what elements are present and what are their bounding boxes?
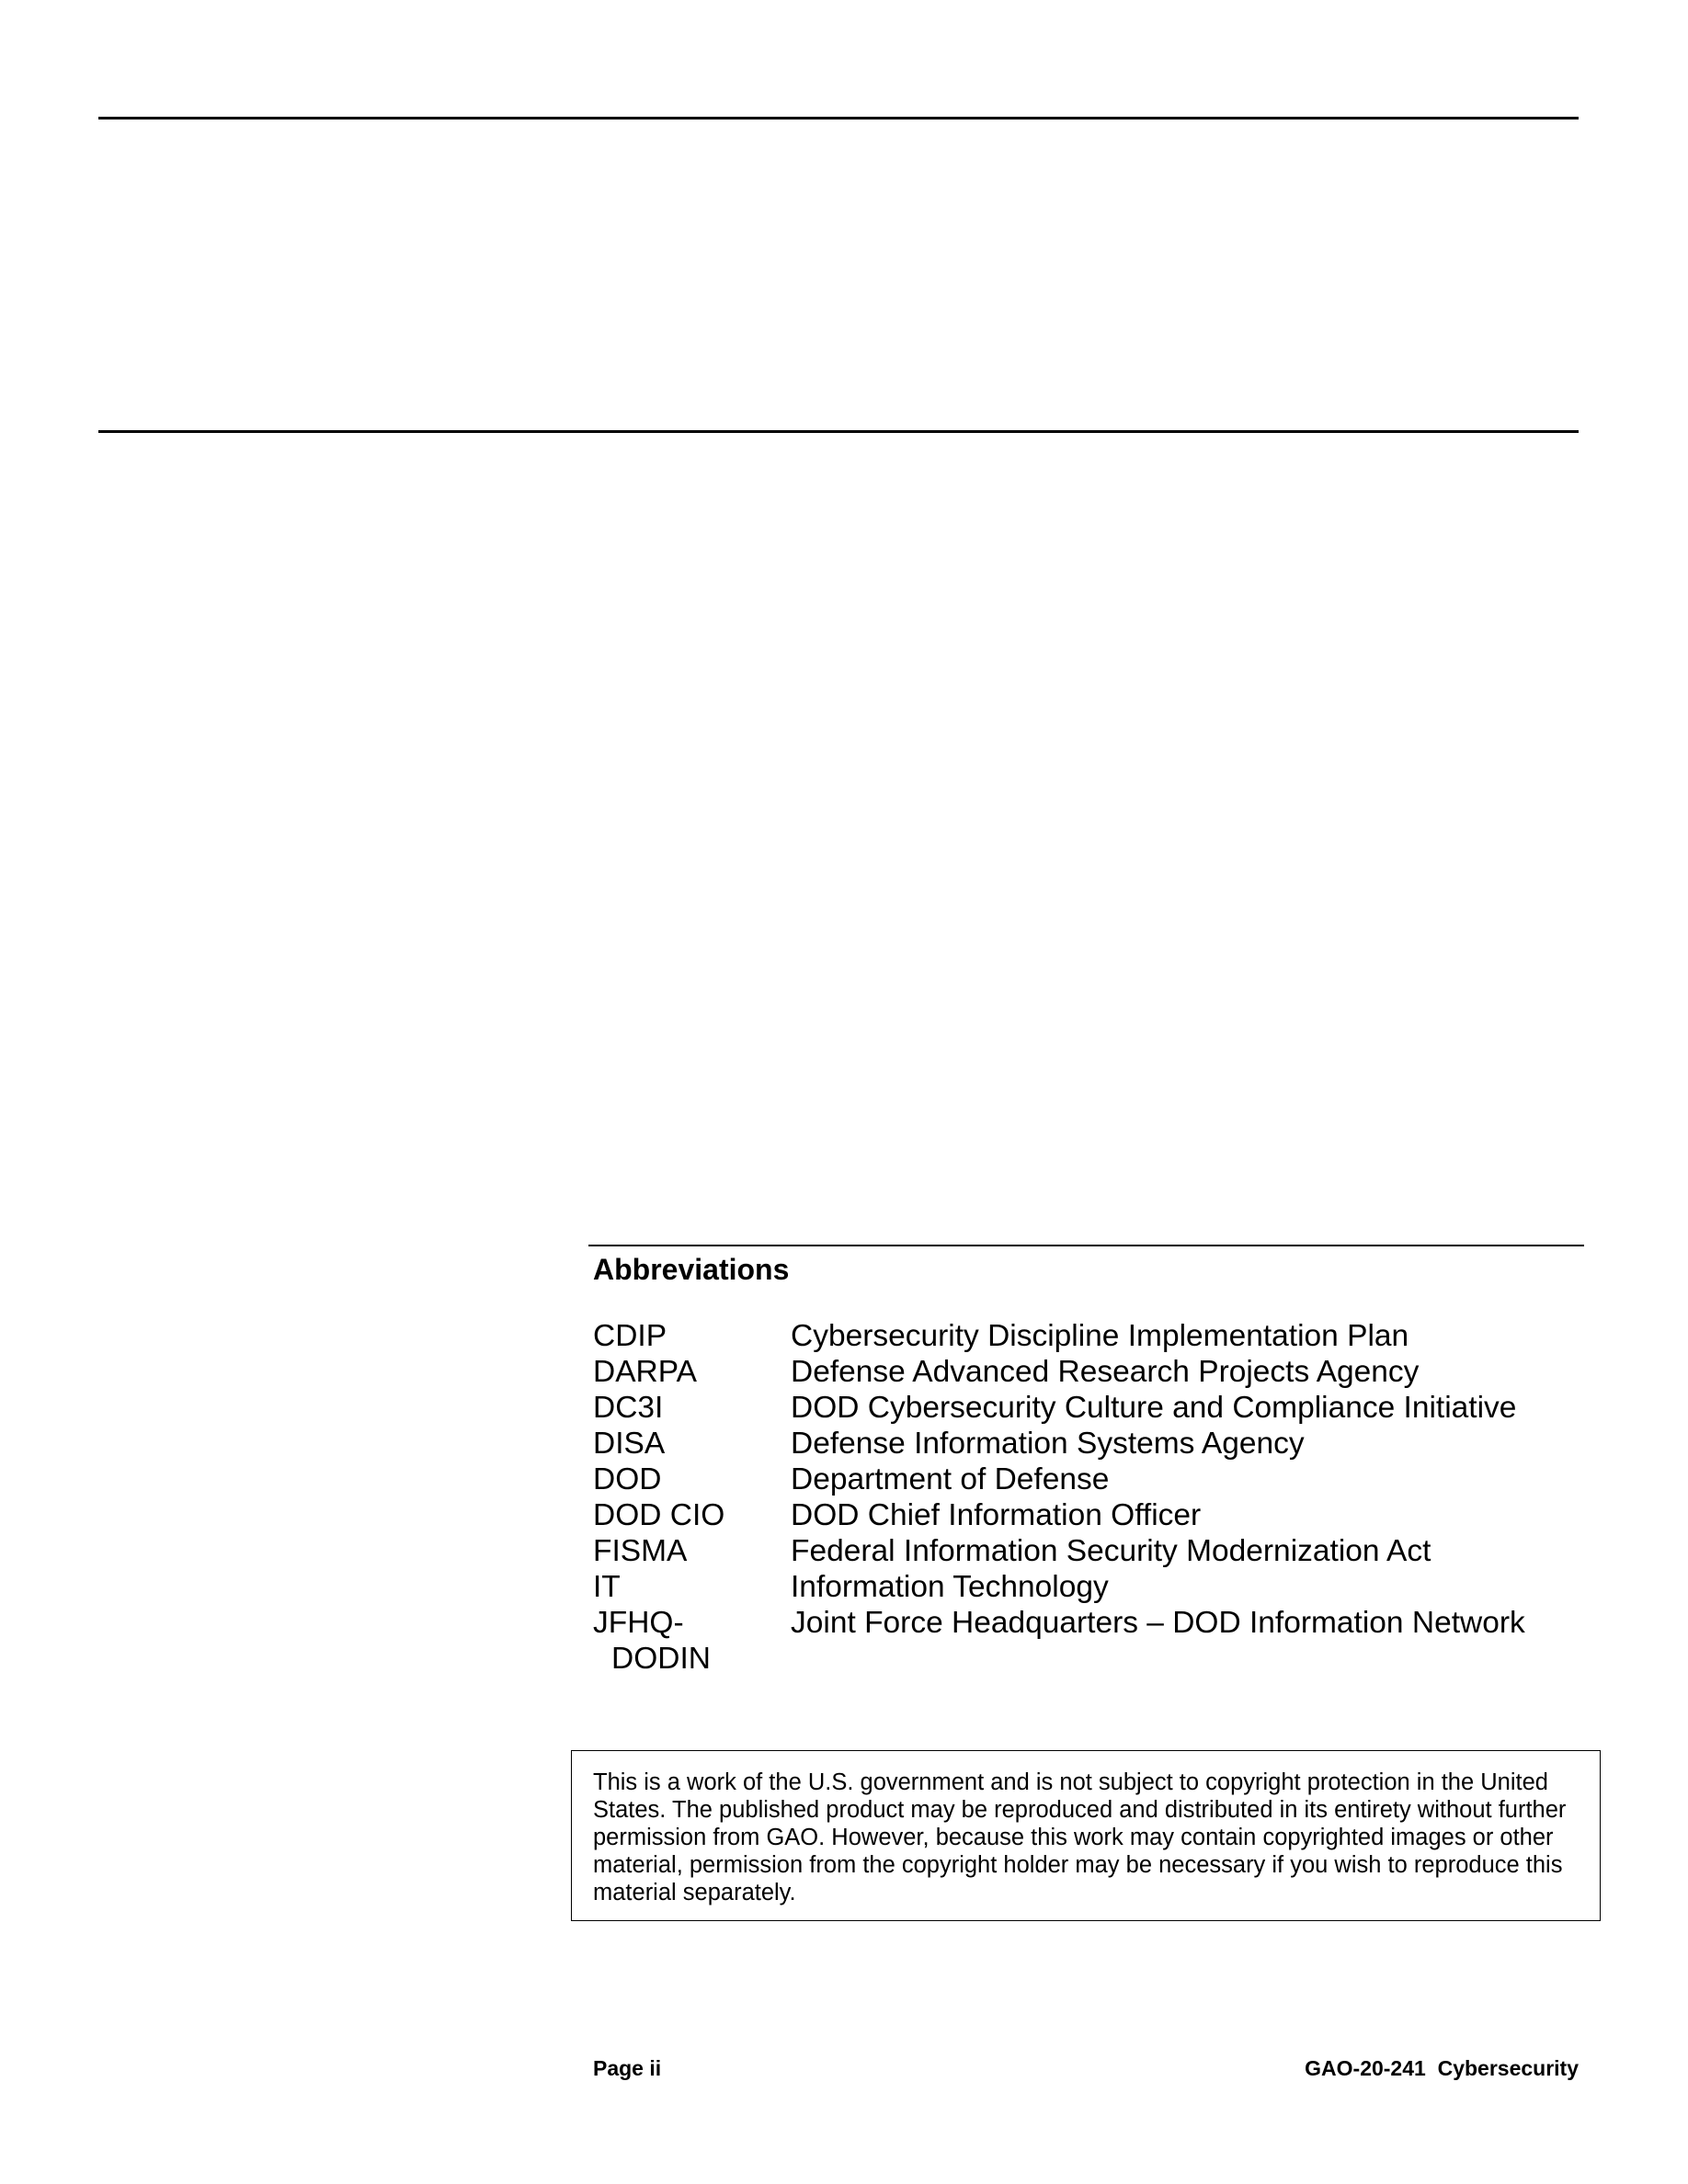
abbreviation-term: CDIP (593, 1319, 667, 1353)
abbreviation-row (593, 1497, 1591, 1533)
abbreviations-rule (588, 1245, 1584, 1246)
abbreviation-definition: DOD Chief Information Officer (791, 1498, 1202, 1532)
copyright-notice-box (571, 1750, 1601, 1921)
copyright-notice-text: This is a work of the U.S. government and is not subject to copyright protection in the United States. The published product may be reproduced and distributed in its entirety without further permission from GAO. However, because this work may contain copyrighted images or other material, permission from the copyright holder may be necessary if you wish to reproduce this material separately. (593, 1769, 1567, 1905)
abbreviation-row (593, 1605, 1591, 1677)
abbreviation-term: IT (593, 1570, 621, 1604)
abbreviation-row (593, 1569, 1591, 1605)
abbreviation-row (593, 1318, 1591, 1354)
abbreviation-row (593, 1390, 1591, 1426)
abbreviation-term-wrapped (593, 1605, 791, 1677)
footer-page-number: Page ii (593, 2056, 662, 2080)
abbreviation-term: DISA (593, 1427, 666, 1461)
abbreviation-row (593, 1533, 1591, 1569)
abbreviation-definition: Defense Advanced Research Projects Agency (791, 1355, 1420, 1389)
top-rule (98, 117, 1579, 119)
abbreviation-row (593, 1426, 1591, 1462)
abbreviation-term: DC3I (593, 1391, 664, 1425)
second-rule (98, 430, 1579, 433)
abbreviation-definition: Federal Information Security Modernization Act (791, 1534, 1431, 1568)
abbreviation-definition: Information Technology (791, 1570, 1109, 1604)
abbreviation-term: FISMA (593, 1534, 688, 1568)
abbreviation-term: DARPA (593, 1355, 697, 1389)
abbreviation-definition: Joint Force Headquarters – DOD Information Network (791, 1606, 1525, 1640)
abbreviations-heading: Abbreviations (593, 1253, 790, 1286)
abbreviation-definition: Cybersecurity Discipline Implementation Plan (791, 1319, 1409, 1353)
abbreviation-definition: Defense Information Systems Agency (791, 1427, 1305, 1461)
abbreviation-term: DOD (593, 1462, 662, 1496)
abbreviation-row (593, 1354, 1591, 1390)
footer-report-title: GAO-20-241 Cybersecurity (1305, 2056, 1579, 2080)
abbreviation-term: JFHQ- (593, 1606, 684, 1640)
abbreviation-term: DOD CIO (593, 1498, 725, 1532)
abbreviations-list (593, 1318, 1591, 1677)
abbreviation-definition: Department of Defense (791, 1462, 1110, 1496)
abbreviation-term-continued: DODIN (611, 1642, 711, 1676)
abbreviation-definition: DOD Cybersecurity Culture and Compliance Initiative (791, 1391, 1517, 1425)
abbreviation-row (593, 1462, 1591, 1497)
